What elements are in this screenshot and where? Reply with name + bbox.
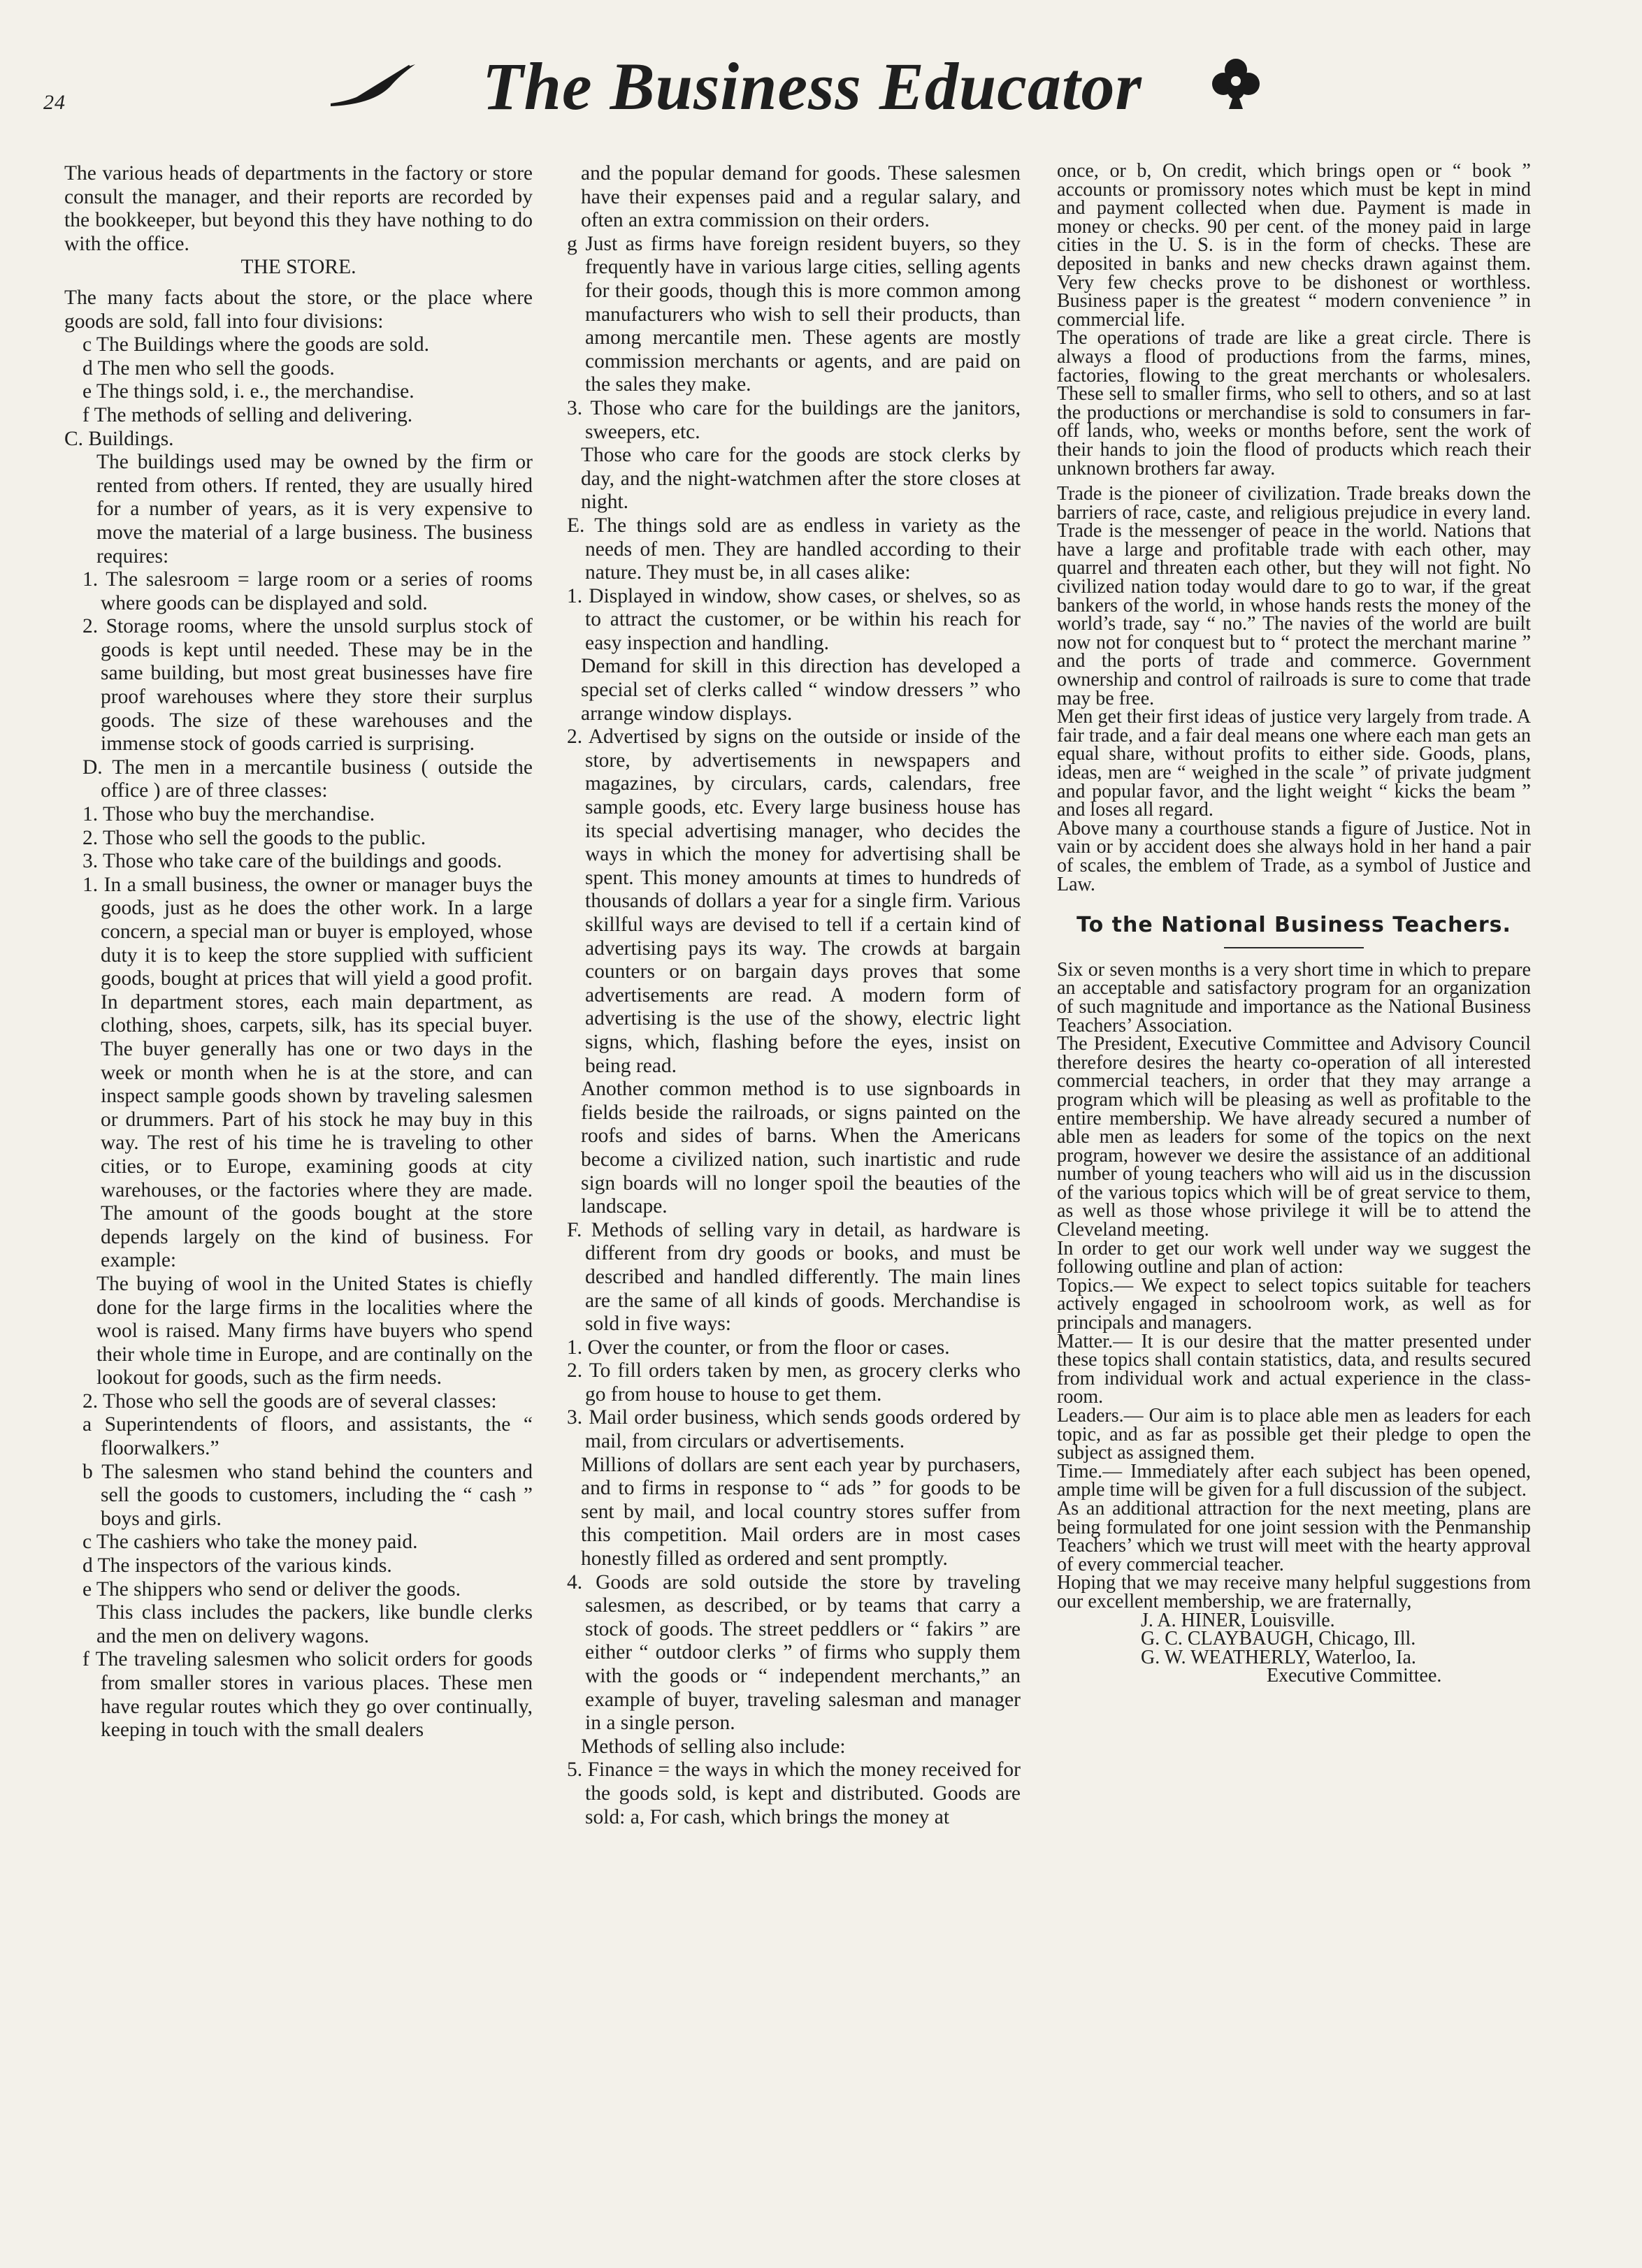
paragraph: Trade is the pioneer of civilization. Trade breaks down the barriers of race, caste, and religious prejudice in every land. Trade is the messenger of peace in the world. Nations that have a large and profitable trade with each other, may quarrel and threaten each other, but they will not fight. No civilized nation today would dare to go to war, if the great bankers of the world, in whose hands rests the money of the world’s trade, say “ no.” The navies of the world are built now not for conquest but to “ protect the merchant marine ” and the ports of trade and commerce. Government ownership and control of railroads is sure to come that trade may be free. <box>1057 483 1531 709</box>
divider <box>1224 947 1364 948</box>
list-item: d The men who sell the goods. <box>82 356 335 380</box>
paragraph: and the popular demand for goods. These salesmen have their expenses paid and a regular salary, and often an extra commission on their orders. <box>581 162 1021 232</box>
paragraph: The buildings used may be owned by the firm or rented from others. If rented, they are usually hired for a number of years, as it is very expensive to move the material of a large business. The business requires: <box>96 451 533 568</box>
paragraph: Those who care for the goods are stock clerks by day, and the night-watchmen after the store closes at night. <box>581 444 1021 514</box>
list-item: 5. Finance = the ways in which the money received for the goods sold, is kept and distributed. Goods are sold: a, For cash, which brings the money at <box>567 1758 1021 1828</box>
list-item: 2. Those who sell the goods are of several classes: <box>82 1389 497 1413</box>
section-heading: C. Buildings. <box>64 427 174 450</box>
section-heading: E. The things sold are as endless in variety as the needs of men. They are handled according to their nature. They must be, in all cases alike: <box>567 514 1021 584</box>
column-2 <box>549 162 1021 1829</box>
paragraph: Above many a courthouse stands a figure of Justice. Not in vain or by accident does she always hold in her hand a pair of scales, the emblem of Trade, as a symbol of Justice and Law. <box>1057 817 1531 895</box>
section-heading: D. The men in a mercantile business ( outside the office ) are of three classes: <box>82 756 533 802</box>
list-item: 1. Those who buy the merchandise. <box>82 803 375 826</box>
paragraph: Topics.— We expect to select topics suitable for teachers actively engaged in schoolroom work, as well as for principals and managers. <box>1057 1274 1531 1334</box>
list-item: c The Buildings where the goods are sold. <box>82 333 429 356</box>
list-item: 1. In a small business, the owner or manager buys the goods, just as he does the other work. In a large concern, a special man or buyer is employed, whose duty it is to keep the store supplied with sufficient goods, bought at prices that will yield a good profit. In department stores, each main department, as clothing, shoes, carpets, silk, has its special buyer. The buyer generally has one or two days in the week or month when he is at the store, and can inspect sample goods shown by traveling salesmen or drummers. Part of his stock he may buy in this way. The rest of his time he is traveling to other cities, or to Europe, examining goods at city warehouses, or the factories where they are made. The amount of the goods bought at the store depends largely on the kind of business. For example: <box>82 873 533 1272</box>
list-item: 3. Mail order business, which sends goods ordered by mail, from circulars or advertisements. <box>567 1406 1021 1453</box>
list-item: 3. Those who take care of the buildings and goods. <box>82 850 502 873</box>
paragraph: Men get their first ideas of justice very largely from trade. A fair trade, and a fair deal means one where each man gets an equal share, without profits to either side. Goods, plans, ideas, men are “ weighed in the scale ” of private judgment and popular favor, and the light weight “ kicks the beam ” and loses all regard. <box>1057 706 1531 821</box>
page-number: 24 <box>43 91 66 114</box>
paragraph: As an additional attraction for the next meeting, plans are being formulated for one joint session with the Penmanship Teachers’ which we trust will meet with the hearty approval of every commercial teacher. <box>1057 1497 1531 1575</box>
list-item: 2. Storage rooms, where the unsold surplus stock of goods is kept until needed. These may be in the same building, but most great businesses have fire proof warehouses where they store their surplus goods. The size of these warehouses and the immense stock of goods carried is surprising. <box>82 615 533 756</box>
signature-line: G. W. WEATHERLY, Waterloo, Ia. <box>1141 1646 1416 1668</box>
paragraph: The President, Executive Committee and Advisory Council therefore desires the hearty co-operation of all interested commercial teachers, in order that they may arrange a program which will be pleasing as well as profitable to the entire membership. We have already secured a number of able men as leaders for some of the topics on the next program, however we desire the assistance of an additional number of young teachers who will aid us in the discussion of the various topics which will be of great service to them, as well as those whose privilege it will be to attend the Cleveland meeting. <box>1057 1033 1531 1241</box>
paragraph: once, or b, On credit, which brings open or “ book ” accounts or promissory notes which must be kept in mind and payment collected when due. Payment is made in money or checks. 90 per cent. of the money paid in large cities in the U. S. is in the form of checks. These are deposited in banks and new checks drawn against them. Very few checks prove to be dishonest or worthless. Business paper is the greatest “ modern convenience ” in commercial life. <box>1057 160 1531 331</box>
paragraph: Six or seven months is a very short time in which to prepare an acceptable and satisfactory program for an organization of such magnitude and importance as the National Business Teachers’ Association. <box>1057 958 1531 1037</box>
list-item: c The cashiers who take the money paid. <box>82 1531 418 1554</box>
signature-line: J. A. HINER, Louisville. <box>1141 1609 1335 1631</box>
paragraph: Millions of dollars are sent each year by purchasers, and to firms in response to “ ads ” for goods to be sent by mail, and local country stores suffer from this competition. Mail orders are in most cases honestly filled as ordered and sent promptly. <box>581 1453 1021 1570</box>
list-item: b The salesmen who stand behind the counters and sell the goods to customers, including the “ cash ” boys and girls. <box>82 1460 533 1530</box>
column-1 <box>64 162 533 1742</box>
paragraph: Methods of selling also include: <box>581 1735 846 1758</box>
list-item: 1. Displayed in window, show cases, or shelves, so as to attract the customer, or be within his reach for easy inspection and handling. <box>567 584 1021 654</box>
section-heading-the-store: THE STORE. <box>240 256 357 279</box>
paragraph: Demand for skill in this direction has developed a special set of clerks called “ window dressers ” who arrange window displays. <box>581 655 1021 725</box>
list-item: e The things sold, i. e., the merchandise. <box>82 380 415 403</box>
list-item: f The methods of selling and delivering. <box>82 403 413 426</box>
paragraph: Hoping that we may receive many helpful suggestions from our excellent membership, we are fraternally, <box>1057 1572 1531 1612</box>
paragraph: This class includes the packers, like bundle clerks and the men on delivery wagons. <box>96 1601 533 1647</box>
list-item: f The traveling salesmen who solicit orders for goods from smaller stores in various places. These men have regular routes which they go over continually, keeping in touch with the small dealers <box>82 1648 533 1742</box>
masthead-title: The Business Educator <box>482 49 1142 124</box>
paragraph: The operations of trade are like a great circle. There is always a flood of productions from the farms, mines, factories, flowing to the great merchants or wholesalers. These sell to smaller firms, who sell to others, and so at last the productions or merchandise is sold to consumers in far-off lands, who, weeks or months before, sent the work of their hands to join the flood of products which reach their unknown brothers far away. <box>1057 327 1531 479</box>
list-item: 2. Those who sell the goods to the public. <box>82 826 426 849</box>
section-heading-national-business-teachers: To the National Business Teachers. <box>1076 913 1511 938</box>
list-item: 2. To fill orders taken by men, as grocery clerks who go from house to house to get them. <box>567 1359 1021 1406</box>
list-item: 2. Advertised by signs on the outside or inside of the store, by advertisements in newspapers and magazines, by circulars, cards, calendars, free sample goods, etc. Every large business house has its special advertising manager, who decides the ways in which the money for advertising shall be spent. This money amounts at times to hundreds of thousands of dollars a year for a single firm. Various skillful ways are devised to tell if a certain kind of advertising pays its way. The crowds at bargain counters or on bargain days proves that some advertisements are read. A modern form of advertising is the use of the showy, electric light signs, which, flashing before the eyes, insist on being read. <box>567 725 1021 1077</box>
list-item: d The inspectors of the various kinds. <box>82 1554 392 1577</box>
list-item: 3. Those who care for the buildings are the janitors, sweepers, etc. <box>567 396 1021 443</box>
paragraph: Leaders.— Our aim is to place able men as leaders for each topic, and as far as possible get their pledge to open the subject as assigned them. <box>1057 1405 1531 1464</box>
paragraph: Time.— Immediately after each subject has been opened, ample time will be given for a full discussion of the subject. <box>1057 1460 1531 1501</box>
paragraph: The buying of wool in the United States is chiefly done for the large firms in the localities where the wool is raised. Many firms have buyers who spend their whole time in Europe, and are continally on the lookout for goods, such as the firm needs. <box>96 1272 533 1389</box>
paragraph: The various heads of departments in the factory or store consult the manager, and their reports are recorded by the bookkeeper, but beyond this they have nothing to do with the office. <box>64 162 533 255</box>
list-item: 4. Goods are sold outside the store by traveling salesmen, as described, or by teams that carry a stock of goods. The street peddlers or “ fakirs ” are either “ outdoor clerks ” of firms who supply them with the goods or “ independent merchants,” an example of buyer, traveling salesman and manager in a single person. <box>567 1570 1021 1735</box>
section-heading: F. Methods of selling vary in detail, as hardware is different from dry goods or books, and must be described and handled differently. The main lines are the same of all kinds of goods. Merchandise is sold in five ways: <box>567 1218 1021 1336</box>
list-item: 1. The salesroom = large room or a series of rooms where goods can be displayed and sold. <box>82 568 533 614</box>
list-item: g Just as firms have foreign resident buyers, so they frequently have in various large cities, selling agents for their goods, though this is more common among manufacturers who wish to sell their products, than among mercantile men. These agents are mostly commission merchants or agents, and are paid on the sales they make. <box>567 232 1021 396</box>
signature-line: G. C. CLAYBAUGH, Chicago, Ill. <box>1141 1628 1416 1650</box>
list-item: a Superintendents of floors, and assistants, the “ floorwalkers.” <box>82 1413 533 1460</box>
quill-icon <box>327 60 418 109</box>
list-item: e The shippers who send or deliver the goods. <box>82 1577 461 1601</box>
column-3 <box>1057 162 1531 1686</box>
signature-line: Executive Committee. <box>1267 1665 1442 1687</box>
page-header <box>0 0 1642 161</box>
clover-ornament-icon <box>1208 55 1264 110</box>
paragraph: In order to get our work well under way we suggest the following outline and plan of action: <box>1057 1237 1531 1278</box>
paragraph: Another common method is to use signboards in fields beside the railroads, or signs painted on the roofs and sides of barns. When the Americans become a civilized nation, such inartistic and rude sign boards will no longer spoil the beauties of the landscape. <box>581 1078 1021 1218</box>
list-item: 1. Over the counter, or from the floor or cases. <box>567 1336 950 1359</box>
paragraph: Matter.— It is our desire that the matter presented under these topics shall contain statistics, data, and results secured from individual work and actual experience in the class-room. <box>1057 1330 1531 1408</box>
paragraph: The many facts about the store, or the place where goods are sold, fall into four divisions: <box>64 286 533 333</box>
